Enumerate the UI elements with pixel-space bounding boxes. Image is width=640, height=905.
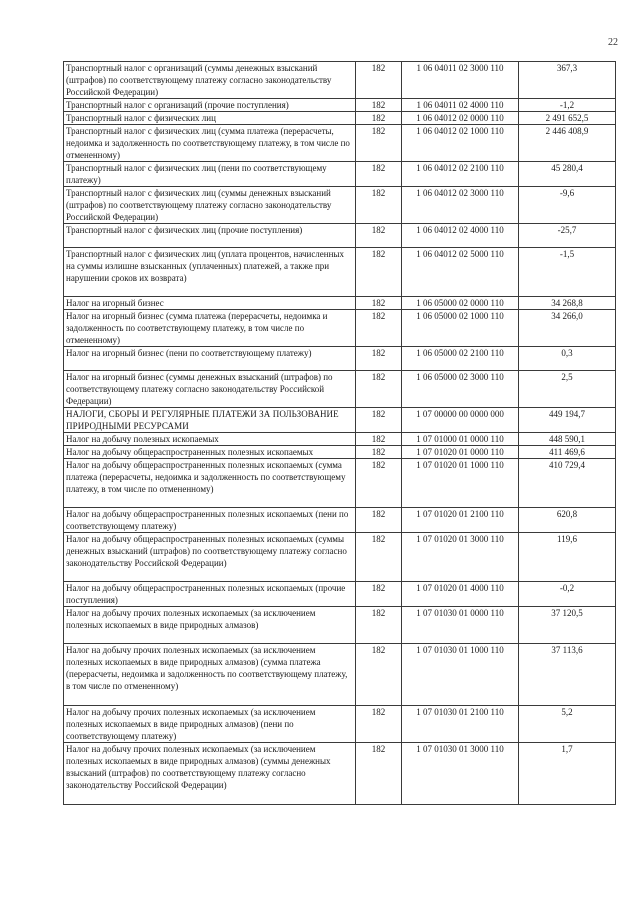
budget-code-cell: 1 06 04012 02 0000 110 bbox=[402, 112, 519, 125]
revenue-name-cell: Налог на добычу общераспространенных полезных ископаемых (суммы денежных взысканий (штрафов) по соответствующему платежу согласно законодательству Российской Федерации) bbox=[64, 533, 356, 582]
revenue-name-cell: Налог на игорный бизнес (сумма платежа (перерасчеты, недоимка и задолженность по соответствующему платежу, в том числе по отмененному) bbox=[64, 310, 356, 347]
revenue-table-body bbox=[64, 62, 616, 805]
admin-code-cell: 182 bbox=[356, 433, 402, 446]
admin-code-cell: 182 bbox=[356, 125, 402, 162]
amount-cell: 449 194,7 bbox=[519, 408, 616, 433]
budget-code-cell: 1 06 05000 02 0000 110 bbox=[402, 297, 519, 310]
amount-cell: 2,5 bbox=[519, 371, 616, 408]
revenue-name-cell: Транспортный налог с физических лиц (сумма платежа (перерасчеты, недоимка и задолженность по соответствующему платежу, в том числе по отмененному) bbox=[64, 125, 356, 162]
budget-code-cell: 1 07 01030 01 1000 110 bbox=[402, 644, 519, 706]
budget-code-cell: 1 07 01020 01 4000 110 bbox=[402, 582, 519, 607]
revenue-name-cell: Налог на добычу общераспространенных полезных ископаемых (сумма платежа (перерасчеты, недоимка и задолженность по соответствующему платежу, в том числе по отмененному) bbox=[64, 459, 356, 508]
budget-code-cell: 1 07 01020 01 1000 110 bbox=[402, 459, 519, 508]
table-row bbox=[64, 310, 616, 347]
admin-code-cell: 182 bbox=[356, 224, 402, 248]
table-row bbox=[64, 187, 616, 224]
revenue-name-cell: Налог на добычу прочих полезных ископаемых (за исключением полезных ископаемых в виде природных алмазов) bbox=[64, 607, 356, 644]
amount-cell: 1,7 bbox=[519, 743, 616, 805]
page-number: 22 bbox=[608, 37, 618, 48]
amount-cell: 37 113,6 bbox=[519, 644, 616, 706]
amount-cell: -1,2 bbox=[519, 99, 616, 112]
admin-code-cell: 182 bbox=[356, 533, 402, 582]
table-row bbox=[64, 433, 616, 446]
admin-code-cell: 182 bbox=[356, 408, 402, 433]
table-row bbox=[64, 582, 616, 607]
admin-code-cell: 182 bbox=[356, 508, 402, 533]
admin-code-cell: 182 bbox=[356, 607, 402, 644]
amount-cell: 2 446 408,9 bbox=[519, 125, 616, 162]
revenue-name-cell: Налог на добычу прочих полезных ископаемых (за исключением полезных ископаемых в виде природных алмазов) (сумма платежа (перерасчеты, недоимка и задолженность по соответствующему платежу, в том числе по отмененному) bbox=[64, 644, 356, 706]
amount-cell: 2 491 652,5 bbox=[519, 112, 616, 125]
revenue-name-cell: Транспортный налог с организаций (прочие поступления) bbox=[64, 99, 356, 112]
budget-code-cell: 1 06 04012 02 4000 110 bbox=[402, 224, 519, 248]
revenue-name-cell: Налог на игорный бизнес bbox=[64, 297, 356, 310]
table-row bbox=[64, 446, 616, 459]
admin-code-cell: 182 bbox=[356, 644, 402, 706]
table-row bbox=[64, 607, 616, 644]
table-row bbox=[64, 706, 616, 743]
amount-cell: -0,2 bbox=[519, 582, 616, 607]
table-row bbox=[64, 371, 616, 408]
amount-cell: 45 280,4 bbox=[519, 162, 616, 187]
table-row bbox=[64, 508, 616, 533]
admin-code-cell: 182 bbox=[356, 297, 402, 310]
revenue-name-cell: Транспортный налог с физических лиц (прочие поступления) bbox=[64, 224, 356, 248]
revenue-name-cell: Налог на добычу общераспространенных полезных ископаемых (прочие поступления) bbox=[64, 582, 356, 607]
budget-code-cell: 1 07 01020 01 3000 110 bbox=[402, 533, 519, 582]
table-row bbox=[64, 125, 616, 162]
revenue-table bbox=[63, 61, 616, 805]
admin-code-cell: 182 bbox=[356, 459, 402, 508]
budget-code-cell: 1 06 04011 02 3000 110 bbox=[402, 62, 519, 99]
amount-cell: 410 729,4 bbox=[519, 459, 616, 508]
admin-code-cell: 182 bbox=[356, 99, 402, 112]
table-row bbox=[64, 112, 616, 125]
table-row bbox=[64, 533, 616, 582]
revenue-name-cell: Налог на добычу общераспространенных полезных ископаемых bbox=[64, 446, 356, 459]
budget-code-cell: 1 07 01030 01 0000 110 bbox=[402, 607, 519, 644]
amount-cell: -1,5 bbox=[519, 248, 616, 297]
budget-code-cell: 1 06 04012 02 1000 110 bbox=[402, 125, 519, 162]
admin-code-cell: 182 bbox=[356, 187, 402, 224]
amount-cell: 37 120,5 bbox=[519, 607, 616, 644]
table-row bbox=[64, 248, 616, 297]
admin-code-cell: 182 bbox=[356, 347, 402, 371]
budget-code-cell: 1 07 00000 00 0000 000 bbox=[402, 408, 519, 433]
admin-code-cell: 182 bbox=[356, 371, 402, 408]
amount-cell: -9,6 bbox=[519, 187, 616, 224]
amount-cell: 620,8 bbox=[519, 508, 616, 533]
admin-code-cell: 182 bbox=[356, 582, 402, 607]
budget-code-cell: 1 07 01030 01 2100 110 bbox=[402, 706, 519, 743]
table-row bbox=[64, 62, 616, 99]
revenue-name-cell: Транспортный налог с физических лиц (суммы денежных взысканий (штрафов) по соответствующему платежу согласно законодательству Российской Федерации) bbox=[64, 187, 356, 224]
table-row bbox=[64, 99, 616, 112]
revenue-name-cell: Налог на добычу прочих полезных ископаемых (за исключением полезных ископаемых в виде природных алмазов) (пени по соответствующему платежу) bbox=[64, 706, 356, 743]
table-row bbox=[64, 297, 616, 310]
revenue-name-cell: Налог на игорный бизнес (пени по соответствующему платежу) bbox=[64, 347, 356, 371]
budget-code-cell: 1 07 01000 01 0000 110 bbox=[402, 433, 519, 446]
budget-code-cell: 1 06 04012 02 2100 110 bbox=[402, 162, 519, 187]
budget-code-cell: 1 06 05000 02 2100 110 bbox=[402, 347, 519, 371]
table-row bbox=[64, 644, 616, 706]
amount-cell: -25,7 bbox=[519, 224, 616, 248]
revenue-name-cell: Налог на добычу прочих полезных ископаемых (за исключением полезных ископаемых в виде природных алмазов) (суммы денежных взысканий (штрафов) по соответствующему платежу согласно законодательству Российской Федерации) bbox=[64, 743, 356, 805]
budget-code-cell: 1 07 01030 01 3000 110 bbox=[402, 743, 519, 805]
admin-code-cell: 182 bbox=[356, 162, 402, 187]
amount-cell: 5,2 bbox=[519, 706, 616, 743]
budget-code-cell: 1 07 01020 01 2100 110 bbox=[402, 508, 519, 533]
table-row bbox=[64, 408, 616, 433]
amount-cell: 119,6 bbox=[519, 533, 616, 582]
table-row bbox=[64, 743, 616, 805]
revenue-name-cell: Транспортный налог с организаций (суммы денежных взысканий (штрафов) по соответствующему платежу согласно законодательству Российской Федерации) bbox=[64, 62, 356, 99]
revenue-name-cell: Транспортный налог с физических лиц (пени по соответствующему платежу) bbox=[64, 162, 356, 187]
table-row bbox=[64, 347, 616, 371]
admin-code-cell: 182 bbox=[356, 112, 402, 125]
amount-cell: 448 590,1 bbox=[519, 433, 616, 446]
admin-code-cell: 182 bbox=[356, 446, 402, 459]
amount-cell: 367,3 bbox=[519, 62, 616, 99]
amount-cell: 0,3 bbox=[519, 347, 616, 371]
admin-code-cell: 182 bbox=[356, 310, 402, 347]
revenue-name-cell: Налог на игорный бизнес (суммы денежных взысканий (штрафов) по соответствующему платежу согласно законодательству Российской Федерации) bbox=[64, 371, 356, 408]
revenue-name-cell: Транспортный налог с физических лиц bbox=[64, 112, 356, 125]
revenue-name-cell: Транспортный налог с физических лиц (уплата процентов, начисленных на суммы излишне взысканных (уплаченных) платежей, а также при нарушении сроков их возврата) bbox=[64, 248, 356, 297]
revenue-name-cell: Налог на добычу полезных ископаемых bbox=[64, 433, 356, 446]
budget-code-cell: 1 06 04012 02 5000 110 bbox=[402, 248, 519, 297]
budget-code-cell: 1 07 01020 01 0000 110 bbox=[402, 446, 519, 459]
budget-code-cell: 1 06 05000 02 3000 110 bbox=[402, 371, 519, 408]
admin-code-cell: 182 bbox=[356, 743, 402, 805]
admin-code-cell: 182 bbox=[356, 248, 402, 297]
budget-code-cell: 1 06 04011 02 4000 110 bbox=[402, 99, 519, 112]
admin-code-cell: 182 bbox=[356, 706, 402, 743]
budget-code-cell: 1 06 04012 02 3000 110 bbox=[402, 187, 519, 224]
amount-cell: 34 266,0 bbox=[519, 310, 616, 347]
budget-code-cell: 1 06 05000 02 1000 110 bbox=[402, 310, 519, 347]
amount-cell: 411 469,6 bbox=[519, 446, 616, 459]
table-row bbox=[64, 162, 616, 187]
amount-cell: 34 268,8 bbox=[519, 297, 616, 310]
table-row bbox=[64, 459, 616, 508]
admin-code-cell: 182 bbox=[356, 62, 402, 99]
revenue-name-cell: НАЛОГИ, СБОРЫ И РЕГУЛЯРНЫЕ ПЛАТЕЖИ ЗА ПОЛЬЗОВАНИЕ ПРИРОДНЫМИ РЕСУРСАМИ bbox=[64, 408, 356, 433]
table-row bbox=[64, 224, 616, 248]
revenue-name-cell: Налог на добычу общераспространенных полезных ископаемых (пени по соответствующему платежу) bbox=[64, 508, 356, 533]
